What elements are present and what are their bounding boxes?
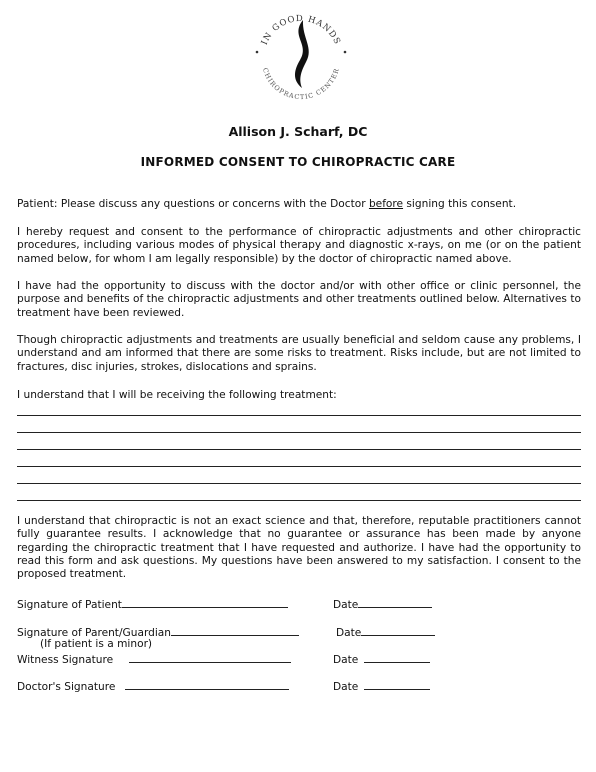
guardian-signature-field[interactable] bbox=[171, 625, 299, 636]
patient-date-row bbox=[333, 597, 432, 612]
clinic-logo bbox=[248, 2, 354, 108]
svg-text:CHIROPRACTIC CENTER: CHIROPRACTIC CENTER bbox=[260, 66, 342, 102]
guardian-note: (If patient is a minor) bbox=[40, 638, 153, 650]
guardian-signature-label: Signature of Parent/Guardian bbox=[17, 627, 171, 639]
consent-paragraph-2: I have had the opportunity to discuss with the doctor and/or with other office or clinic personnel, the purpose and benefits of the chiropractic adjustments and other treatments outlined below. Alternatives to treatment have been reviewed. bbox=[17, 280, 581, 319]
doctor-signature-field[interactable] bbox=[125, 679, 289, 690]
witness-date-field[interactable] bbox=[364, 652, 430, 663]
doctor-signature-row bbox=[17, 679, 289, 694]
doctor-date-label: Date bbox=[333, 681, 359, 693]
doctor-signature-label: Doctor's Signature bbox=[17, 681, 116, 693]
witness-signature-field[interactable] bbox=[129, 652, 291, 663]
doctor-name: Allison J. Scharf, DC bbox=[228, 124, 368, 139]
consent-paragraph-1: I hereby request and consent to the performance of chiropractic adjustments and other chiropractic procedures, including various modes of physical therapy and diagnostic x-rays, on me (or on the patient named below, for whom I am legally responsible) by the doctor of chiropractic named above. bbox=[17, 226, 581, 265]
patient-signature-label: Signature of Patient bbox=[17, 599, 122, 611]
witness-signature-label: Witness Signature bbox=[17, 654, 114, 666]
intro-text: Patient: Please discuss any questions or concerns with the Doctor before signing this consent. bbox=[17, 198, 517, 210]
treatment-line-3[interactable] bbox=[17, 449, 581, 450]
consent-paragraph-3: Though chiropractic adjustments and treatments are usually beneficial and seldom cause any problems, I understand and am informed that there are some risks to treatment. Risks include, but are not limited to fractures, disc injuries, strokes, dislocations and sprains. bbox=[17, 334, 581, 373]
patient-date-label: Date bbox=[333, 599, 359, 611]
doctor-date-field[interactable] bbox=[364, 679, 430, 690]
patient-signature-field[interactable] bbox=[122, 597, 288, 608]
treatment-line-4[interactable] bbox=[17, 466, 581, 467]
treatment-line-5[interactable] bbox=[17, 483, 581, 484]
guardian-date-row bbox=[336, 625, 435, 640]
guardian-date-label: Date bbox=[336, 627, 362, 639]
treatment-prompt: I understand that I will be receiving the following treatment: bbox=[17, 389, 337, 401]
doctor-date-row bbox=[333, 679, 430, 694]
treatment-line-1[interactable] bbox=[17, 415, 581, 416]
emphasis-before: before bbox=[368, 198, 404, 210]
svg-text:IN GOOD HANDS: IN GOOD HANDS bbox=[259, 13, 343, 47]
patient-signature-row bbox=[17, 597, 288, 612]
flame-swirl-icon bbox=[295, 20, 309, 88]
witness-date-label: Date bbox=[333, 654, 359, 666]
witness-signature-row bbox=[17, 652, 291, 667]
witness-date-row bbox=[333, 652, 430, 667]
treatment-line-6[interactable] bbox=[17, 500, 581, 501]
consent-paragraph-4: I understand that chiropractic is not an exact science and that, therefore, reputable practitioners cannot fully guarantee results. I acknowledge that no guarantee or assurance has been made by anyone regarding the chiropractic treatment that I have requested and authorize. I have had the opportunity to read this form and ask questions. My questions have been answered to my satisfaction. I consent to the proposed treatment. bbox=[17, 515, 581, 581]
treatment-line-2[interactable] bbox=[17, 432, 581, 433]
form-title: INFORMED CONSENT TO CHIROPRACTIC CARE bbox=[140, 155, 456, 169]
guardian-date-field[interactable] bbox=[361, 625, 435, 636]
patient-date-field[interactable] bbox=[358, 597, 432, 608]
